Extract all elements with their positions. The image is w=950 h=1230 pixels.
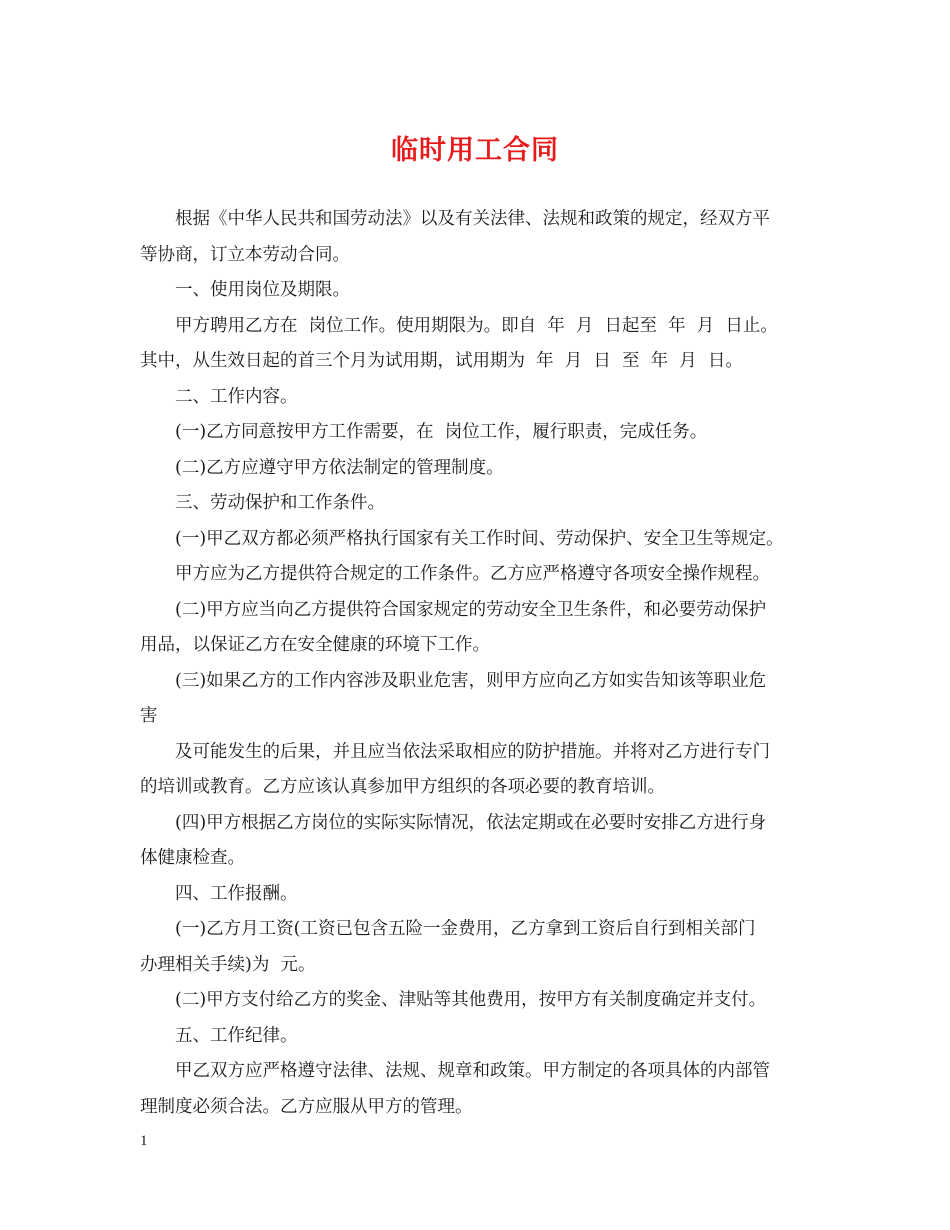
- line-22: 办理相关手续)为 元。: [140, 954, 316, 975]
- line-10: (一)甲乙双方都必须严格执行国家有关工作时间、劳动保护、安全卫生等规定。: [175, 528, 784, 549]
- line-17: 的培训或教育。乙方应该认真参加甲方组织的各项必要的教育培训。: [140, 777, 665, 797]
- section-heading-1: 一、使用岗位及期限。: [175, 280, 350, 300]
- line-18: (四)甲方根据乙方岗位的实际实际情况，依法定期或在必要时安排乙方进行身: [175, 812, 767, 833]
- line-14: (三)如果乙方的工作内容涉及职业危害，则甲方应向乙方如实告知该等职业危: [175, 670, 767, 691]
- line-15: 害: [140, 706, 158, 726]
- section-heading-5: 五、工作纪律。: [175, 1025, 298, 1046]
- line-4: 甲方聘用乙方在 岗位工作。使用期限为。即自 年 月 日起至 年 月 日止。: [175, 315, 778, 336]
- line-13: 用品，以保证乙方在安全健康的环境下工作。: [140, 635, 490, 655]
- line-5: 其中，从生效日起的首三个月为试用期，试用期为 年 月 日 至 年 月 日。: [140, 351, 743, 371]
- line-16: 及可能发生的后果，并且应当依法采取相应的防护措施。并将对乙方进行专门: [175, 741, 770, 762]
- section-heading-4: 四、工作报酬。: [175, 883, 298, 904]
- line-21: (一)乙方月工资(工资已包含五险一金费用，乙方拿到工资后自行到相关部门: [175, 919, 756, 939]
- document-body: [140, 202, 830, 1125]
- page-number: 1: [140, 1133, 148, 1149]
- line-25: 甲乙双方应严格遵守法律、法规、规章和政策。甲方制定的各项具体的内部管: [175, 1061, 770, 1081]
- line-26: 理制度必须合法。乙方应服从甲方的管理。: [140, 1096, 473, 1117]
- line-19: 体健康检查。: [140, 848, 245, 868]
- document-title: 临时用工合同: [391, 135, 559, 166]
- line-12: (二)甲方应当向乙方提供符合国家规定的劳动安全卫生条件，和必要劳动保护: [175, 599, 767, 620]
- line-23: (二)甲方支付给乙方的奖金、津贴等其他费用，按甲方有关制度确定并支付。: [175, 990, 767, 1010]
- section-heading-3: 三、劳动保护和工作条件。: [175, 493, 385, 513]
- section-heading-2: 二、工作内容。: [175, 386, 298, 407]
- line-2: 等协商，订立本劳动合同。: [140, 244, 350, 265]
- line-1: 根据《中华人民共和国劳动法》以及有关法律、法规和政策的规定，经双方平: [175, 209, 770, 229]
- line-7: (一)乙方同意按甲方工作需要，在 岗位工作，履行职责，完成任务。: [175, 422, 708, 442]
- line-11: 甲方应为乙方提供符合规定的工作条件。乙方应严格遵守各项安全操作规程。: [175, 564, 770, 584]
- line-8: (二)乙方应遵守甲方依法制定的管理制度。: [175, 457, 504, 478]
